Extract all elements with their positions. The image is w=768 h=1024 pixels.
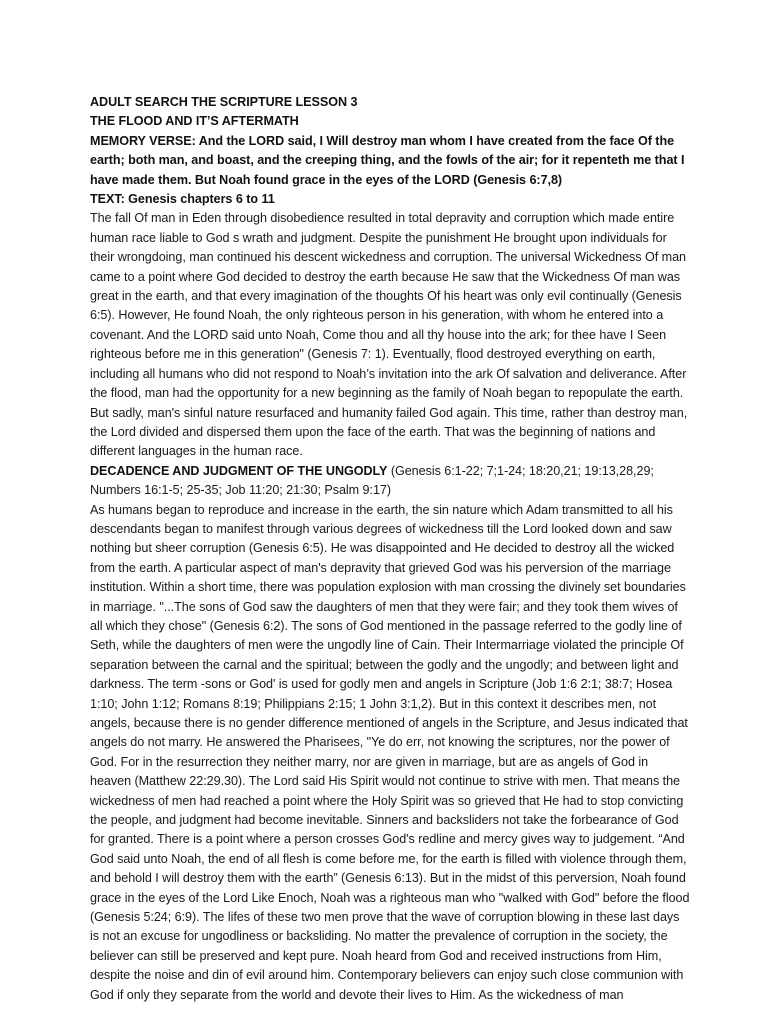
intro-paragraph: The fall Of man in Eden through disobedience resulted in total depravity and corruption which made entire human race liable to God s wrath and judgment. Despite the punishment He brought upon individuals for their wrongdoing, man continued his descent wickedness and corruption. The universal Wickedness Of man came to a point where God decided to destroy the earth because He saw that the Wickedness Of man was great in the earth, and that every imagination of the thoughts Of his heart was only evil continually (Genesis 6:5). However, He found Noah, the only righteous person in his generation, with whom he entered into a covenant. And the LORD said unto Noah, Come thou and all thy house into the ark; for thee have I Seen righteous before me in this generation" (Genesis 7: 1). Eventually, flood destroyed everything on earth, including all humans who did not respond to Noah’s invitation into the ark Of salvation and deliverance. After the flood, man had the opportunity for a new beginning as the family of Noah began to repopulate the earth. But sadly, man's sinful nature resurfaced and humanity failed God again. This time, rather than destroy man, the Lord divided and dispersed them upon the face of the earth. That was the beginning of nations and different languages in the human race. xyxy=(90,211,688,459)
section-heading: DECADENCE AND JUDGMENT OF THE UNGODLY xyxy=(90,463,388,478)
section-heading-block xyxy=(90,462,690,501)
lesson-title: ADULT SEARCH THE SCRIPTURE LESSON 3 xyxy=(90,95,358,109)
memory-verse: MEMORY VERSE: And the LORD said, I Will destroy man whom I have created from the face Of the earth; both man, and boast, and the creeping thing, and the fowls of the air; for it repenteth me that I have made them. But Noah found grace in the eyes of the LORD (Genesis 6:7,8) xyxy=(90,133,685,187)
text-reference: TEXT: Genesis chapters 6 to 11 xyxy=(90,192,275,207)
document-page xyxy=(90,93,690,1005)
section-paragraph: As humans began to reproduce and increase in the earth, the sin nature which Adam transmitted to all his descendants began to manifest through various degrees of wickedness till the Lord looked down and saw nothing but sheer corruption (Genesis 6:5). He was disappointed and He decided to destroy all the wicked from the earth. A particular aspect of man's depravity that grieved God was his perversion of the marriage institution. Within a short time, there was population explosion with man crossing the divinely set boundaries in marriage. "...The sons of God saw the daughters of men that they were fair; and they took them wives of all which they chose" (Genesis 6:2). The sons of God mentioned in the passage referred to the godly line of Seth, while the daughters of men were the ungodly line of Cain. Their Intermarriage violated the principle Of separation between the carnal and the spiritual; between the godly and the ungodly; and between light and darkness. The term -sons or God' is used for godly men and angels in Scripture (Job 1:6 2:1; 38:7; Hosea 1:10; John 1:12; Romans 8:19; Philippians 2:15; 1 John 3:1,2). But in this context it describes men, not angels, because there is no gender difference mentioned of angels in the Scripture, and Jesus indicated that angels do not marry. He answered the Pharisees, "Ye do err, not knowing the scriptures, nor the power of God. For in the resurrection they neither marry, nor are given in marriage, but are as angels of God in heaven (Matthew 22:29.30). The Lord said His Spirit would not continue to strive with men. That means the wickedness of men had reached a point where the Holy Spirit was so grieved that He had to stop convicting the people, and judgment had become inevitable. Sinners and backsliders not take the forbearance of God for granted. There is a point where a person crosses God's redline and mercy gives way to judgement. “And God said unto Noah, the end of all flesh is come before me, for the earth is filled with violence through them, and behold I will destroy them with the earth” (Genesis 6:13). But in the midst of this perversion, Noah found grace in the eyes of the Lord Like Enoch, Noah was a righteous man who "walked with God" before the flood (Genesis 5:24; 6:9). The lifes of these two men prove that the wave of corruption blowing in these last days is not an excuse for ungodliness or backsliding. No matter the prevalence of corruption in the society, the believer can still be preserved and kept pure. Noah heard from God and received instructions from Him, despite the noise and din of evil around him. Contemporary believers can enjoy such close communion with God if only they separate from the world and devote their lives to Him. As the wickedness of man xyxy=(90,502,690,1002)
section-references: (Genesis 6:1-22; 7;1-24; 18:20,21; 19:13,28,29; Numbers 16:1-5; 25-35; Job 11:20; 21:30; Psalm 9:17) xyxy=(90,463,654,498)
lesson-subtitle: THE FLOOD AND IT’S AFTERMATH xyxy=(90,114,299,129)
